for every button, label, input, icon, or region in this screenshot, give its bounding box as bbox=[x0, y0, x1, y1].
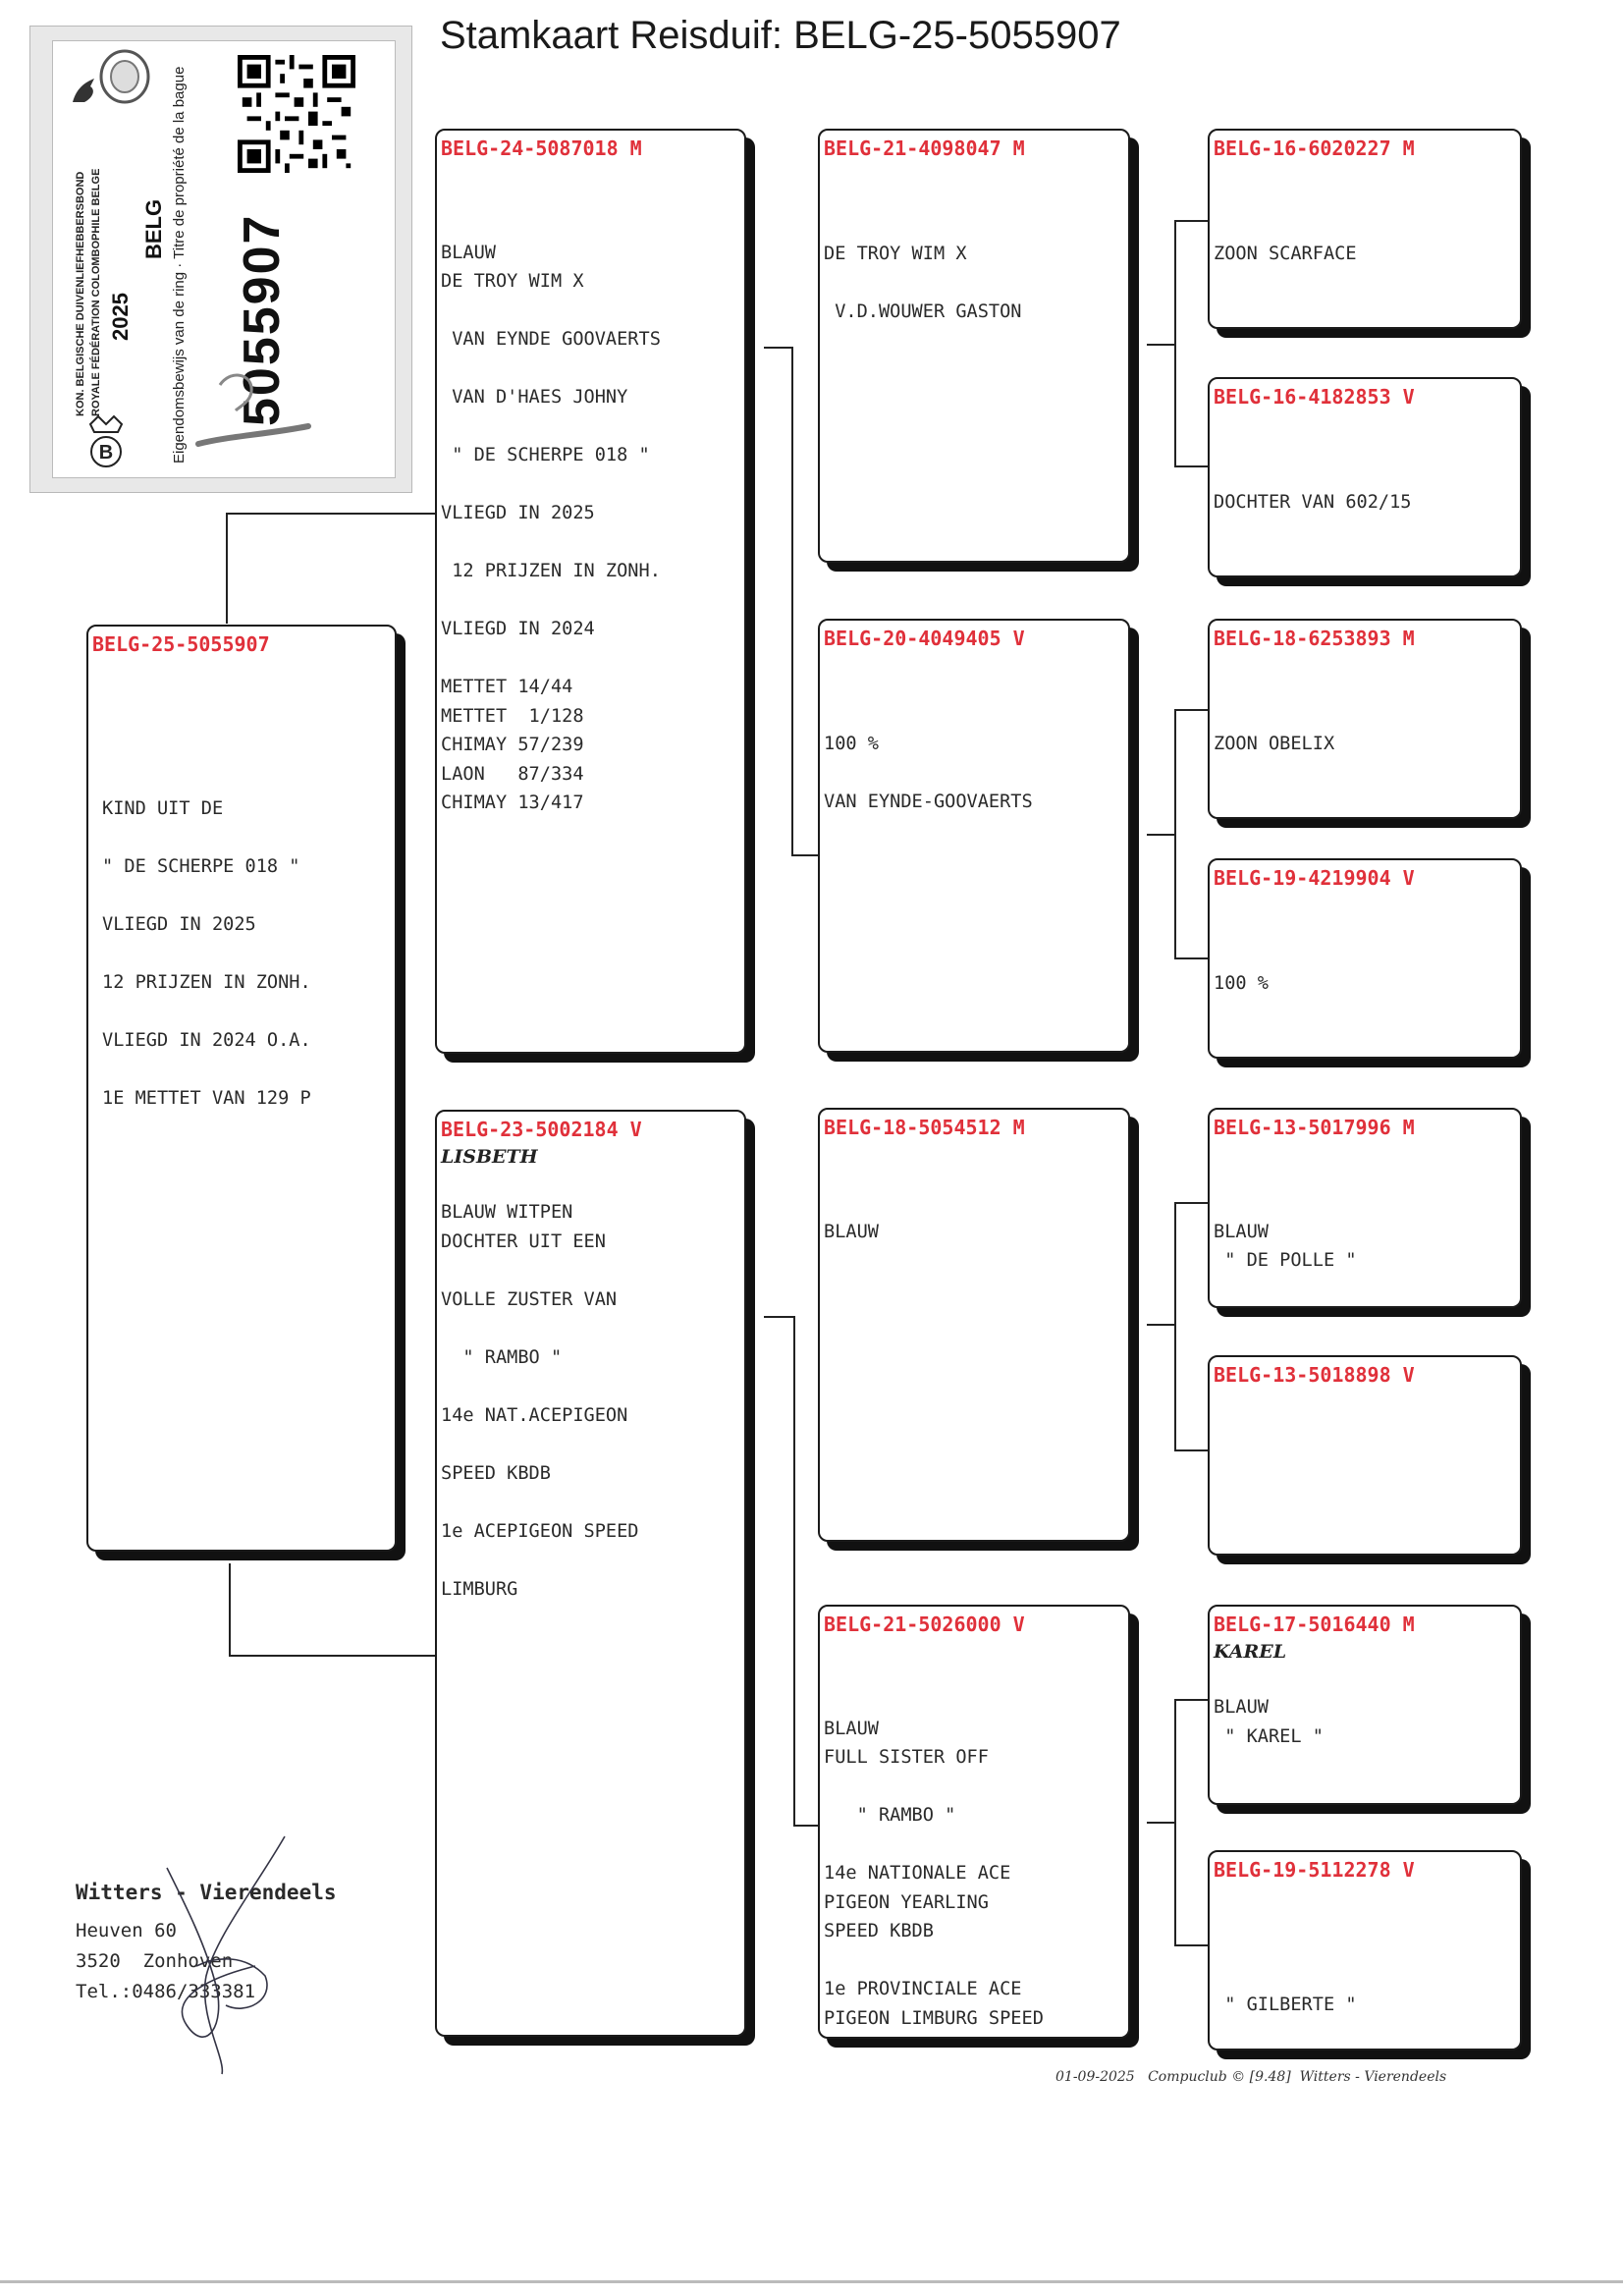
pigeon-card-great-grandparent bbox=[1208, 1605, 1522, 1805]
connector-line bbox=[791, 854, 821, 856]
pigeon-notes: ZOON OBELIX bbox=[1214, 734, 1335, 754]
connector-line bbox=[229, 1655, 435, 1657]
label-country: BELG bbox=[141, 198, 166, 259]
signature-icon bbox=[147, 1829, 304, 2084]
pigeon-notes: 100 % bbox=[1214, 973, 1269, 994]
pigeon-card-grandsire-paternal bbox=[818, 129, 1130, 563]
page-title: Stamkaart Reisduif: BELG-25-5055907 bbox=[440, 14, 1121, 57]
breeder-name: Witters - Vierendeels bbox=[76, 1881, 337, 1904]
ownership-text: Eigendomsbewijs van de ring · Titre de propriété de la bague bbox=[171, 66, 188, 464]
pigeon-notes: DOCHTER VAN 602/15 bbox=[1214, 492, 1412, 513]
ring-number: BELG-21-5026000 V bbox=[824, 1613, 1025, 1636]
pigeon-card-granddam-paternal bbox=[818, 619, 1130, 1053]
federation-name-fr: ROYALE FÉDÉRATION COLOMBOPHILE BELGE bbox=[90, 168, 102, 416]
connector-line bbox=[1174, 220, 1208, 222]
connector-line bbox=[791, 347, 793, 856]
pigeon-card-great-grandparent bbox=[1208, 1355, 1522, 1556]
ring-number: BELG-13-5017996 M bbox=[1214, 1116, 1415, 1139]
laurel-emblem-icon bbox=[92, 47, 157, 106]
pigeon-notes: BLAUW DE TROY WIM X VAN EYNDE GOOVAERTS VAN D'HAES JOHNY " DE SCHERPE 018 " VLIEGD IN 2025 12 PRIJZEN IN ZONH. VLIEGD IN 2024 METTET 14/44 METTET 1/128 CHIMAY 57/239 LAON 87/334 CHIMAY 13/417 bbox=[441, 242, 661, 813]
ring-number: BELG-13-5018898 V bbox=[1214, 1363, 1415, 1387]
connector-line bbox=[226, 513, 228, 624]
pigeon-notes: ZOON SCARFACE bbox=[1214, 244, 1357, 264]
ring-number: BELG-16-6020227 M bbox=[1214, 137, 1415, 160]
connector-line bbox=[1174, 1944, 1208, 1946]
ring-number: BELG-25-5055907 bbox=[92, 632, 270, 656]
ring-stamp-icon bbox=[190, 365, 318, 454]
federation-name-nl: KON. BELGISCHE DUIVENLIEFHEBBERSBOND bbox=[75, 171, 86, 416]
pigeon-notes: 100 % VAN EYNDE-GOOVAERTS bbox=[824, 734, 1033, 812]
connector-line bbox=[1174, 1699, 1208, 1701]
ring-number: BELG-20-4049405 V bbox=[824, 627, 1025, 650]
pigeon-notes: DE TROY WIM X V.D.WOUWER GASTON bbox=[824, 244, 1022, 322]
ring-number: BELG-18-5054512 M bbox=[824, 1116, 1025, 1139]
ring-number: BELG-19-5112278 V bbox=[1214, 1858, 1415, 1882]
connector-line bbox=[1147, 1324, 1176, 1326]
label-year: 2025 bbox=[108, 293, 133, 341]
pigeon-card-great-grandparent bbox=[1208, 858, 1522, 1059]
label-ring-number: 5055907 bbox=[234, 213, 291, 426]
svg-text:B: B bbox=[98, 442, 114, 464]
pigeon-notes: KIND UIT DE " DE SCHERPE 018 " VLIEGD IN 2025 12 PRIJZEN IN ZONH. VLIEGD IN 2024 O.A. 1E METTET VAN 129 P bbox=[102, 798, 311, 1109]
pigeon-card-granddam-maternal bbox=[818, 1605, 1130, 2039]
pigeon-card-grandsire-maternal bbox=[818, 1108, 1130, 1542]
pigeon-notes: BLAUW WITPEN DOCHTER UIT EEN VOLLE ZUSTER VAN " RAMBO " 14e NAT.ACEPIGEON SPEED KBDB 1e ACEPIGEON SPEED LIMBURG bbox=[441, 1202, 639, 1600]
ring-number: BELG-24-5087018 M bbox=[441, 137, 642, 160]
connector-line bbox=[1174, 709, 1208, 711]
connector-line bbox=[229, 1563, 231, 1655]
ring-number: BELG-23-5002184 V bbox=[441, 1118, 642, 1141]
pigeon-card-great-grandparent bbox=[1208, 1850, 1522, 2050]
ring-number: BELG-18-6253893 M bbox=[1214, 627, 1415, 650]
pigeon-card-father bbox=[435, 129, 746, 1054]
pigeon-card-great-grandparent bbox=[1208, 129, 1522, 329]
pigeon-name: KAREL bbox=[1214, 1641, 1287, 1663]
connector-line bbox=[764, 1316, 793, 1318]
breeder-street: Heuven 60 bbox=[76, 1920, 177, 1941]
connector-line bbox=[1174, 1699, 1176, 1946]
pigeon-card-great-grandparent bbox=[1208, 1108, 1522, 1308]
pigeon-name: LISBETH bbox=[441, 1146, 538, 1168]
ring-number: BELG-19-4219904 V bbox=[1214, 866, 1415, 890]
pigeon-card-great-grandparent bbox=[1208, 377, 1522, 577]
ring-number: BELG-21-4098047 M bbox=[824, 137, 1025, 160]
connector-line bbox=[1147, 1822, 1176, 1824]
connector-line bbox=[793, 1316, 795, 1827]
connector-line bbox=[226, 513, 437, 515]
pigeon-card-subject bbox=[86, 625, 397, 1552]
connector-line bbox=[1174, 465, 1208, 467]
pigeon-card-mother bbox=[435, 1110, 746, 2037]
page-edge bbox=[0, 2280, 1623, 2283]
pigeon-notes: BLAUW " DE POLLE " bbox=[1214, 1221, 1357, 1271]
connector-line bbox=[1174, 1202, 1208, 1204]
ring-certificate bbox=[29, 26, 412, 493]
pigeon-card-great-grandparent bbox=[1208, 619, 1522, 819]
connector-line bbox=[1174, 220, 1176, 467]
ring-number: BELG-17-5016440 M bbox=[1214, 1613, 1415, 1636]
breeder-phone: Tel.:0486/333381 bbox=[76, 1981, 256, 2002]
ring-number: BELG-16-4182853 V bbox=[1214, 385, 1415, 409]
footer-imprint: 01-09-2025 Compuclub © [9.48] Witters - Vierendeels bbox=[1055, 2069, 1447, 2085]
pigeon-notes: BLAUW " KAREL " bbox=[1214, 1697, 1324, 1747]
breeder-city: 3520 Zonhoven bbox=[76, 1950, 234, 1972]
connector-line bbox=[1147, 344, 1176, 346]
connector-line bbox=[1147, 834, 1176, 836]
pigeon-notes: BLAUW FULL SISTER OFF " RAMBO " 14e NATIONALE ACE PIGEON YEARLING SPEED KBDB 1e PROVINCIALE ACE PIGEON LIMBURG SPEED bbox=[824, 1718, 1044, 2029]
pigeon-emblem-icon bbox=[67, 69, 100, 108]
connector-line bbox=[1174, 709, 1176, 959]
federation-logo-icon bbox=[82, 414, 130, 469]
connector-line bbox=[1174, 1449, 1208, 1451]
pigeon-notes: BLAUW bbox=[824, 1221, 879, 1242]
pigeon-notes: " GILBERTE " bbox=[1224, 1994, 1357, 2015]
connector-line bbox=[1174, 957, 1208, 959]
connector-line bbox=[1174, 1202, 1176, 1451]
qr-code-icon bbox=[238, 55, 355, 173]
connector-line bbox=[764, 347, 793, 349]
